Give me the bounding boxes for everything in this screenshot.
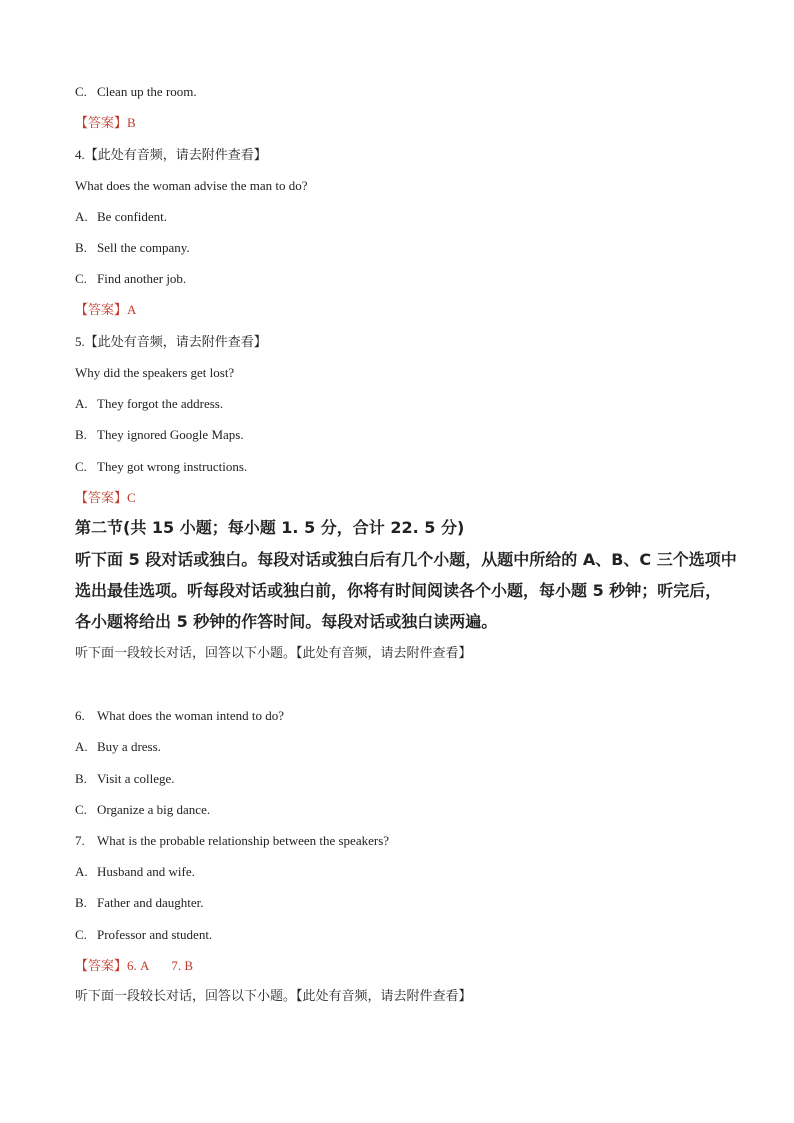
q3-option-c: C. Clean up the room. <box>75 84 197 99</box>
section2-title: 第二节(共 15 小题；每小题 1. 5 分，合计 22. 5 分) <box>75 518 465 537</box>
audio-note: 【此处有音频，请去附件查看】 <box>84 335 267 350</box>
dialogue1-intro: 听下面一段较长对话，回答以下小题。【此处有音频，请去附件查看】 <box>75 646 472 661</box>
q4-question: What does the woman advise the man to do? <box>75 178 308 193</box>
q5-option-a: A. They forgot the address. <box>75 396 224 411</box>
q6-option-b: B. Visit a college. <box>75 771 175 786</box>
q4-option-b: B. Sell the company. <box>75 240 190 255</box>
q6-7-answer: 【答案】6. A 7. B <box>75 958 194 974</box>
q6-option-c: C. Organize a big dance. <box>75 802 211 817</box>
q4-option-a: A. Be confident. <box>75 209 168 224</box>
q7-option-a: A. Husband and wife. <box>75 864 195 879</box>
dialogue2-intro: 听下面一段较长对话，回答以下小题。【此处有音频，请去附件查看】 <box>75 989 472 1004</box>
q6-question: 6. What does the woman intend to do? <box>75 708 285 723</box>
section2-instruction-line-2: 选出最佳选项。听每段对话或独白前，你将有时间阅读各个小题，每小题 5 秒钟；听完后， <box>75 581 722 600</box>
q7-option-b: B. Father and daughter. <box>75 895 204 910</box>
q6-option-a: A. Buy a dress. <box>75 739 161 754</box>
q5-question: Why did the speakers get lost? <box>75 365 235 380</box>
q7-option-c: C. Professor and student. <box>75 927 213 942</box>
section2-instruction-line-1: 听下面 5 段对话或独白。每段对话或独白后有几个小题，从题中所给的 A、B、C 三个选项中 <box>75 550 737 569</box>
q4-option-c: C. Find another job. <box>75 271 187 286</box>
q4-header: 4.【此处有音频，请去附件查看】 <box>75 147 267 163</box>
q5-header: 5.【此处有音频，请去附件查看】 <box>75 334 267 350</box>
q4-answer: 【答案】A <box>75 302 137 318</box>
q5-option-b: B. They ignored Google Maps. <box>75 427 244 442</box>
q3-answer: 【答案】B <box>75 115 136 131</box>
q7-question: 7. What is the probable relationship between the speakers? <box>75 833 390 848</box>
audio-note: 【此处有音频，请去附件查看】 <box>84 148 267 163</box>
q5-option-c: C. They got wrong instructions. <box>75 459 248 474</box>
q5-answer: 【答案】C <box>75 490 136 506</box>
section2-instruction-line-3: 各小题将给出 5 秒钟的作答时间。每段对话或独白读两遍。 <box>75 612 498 631</box>
